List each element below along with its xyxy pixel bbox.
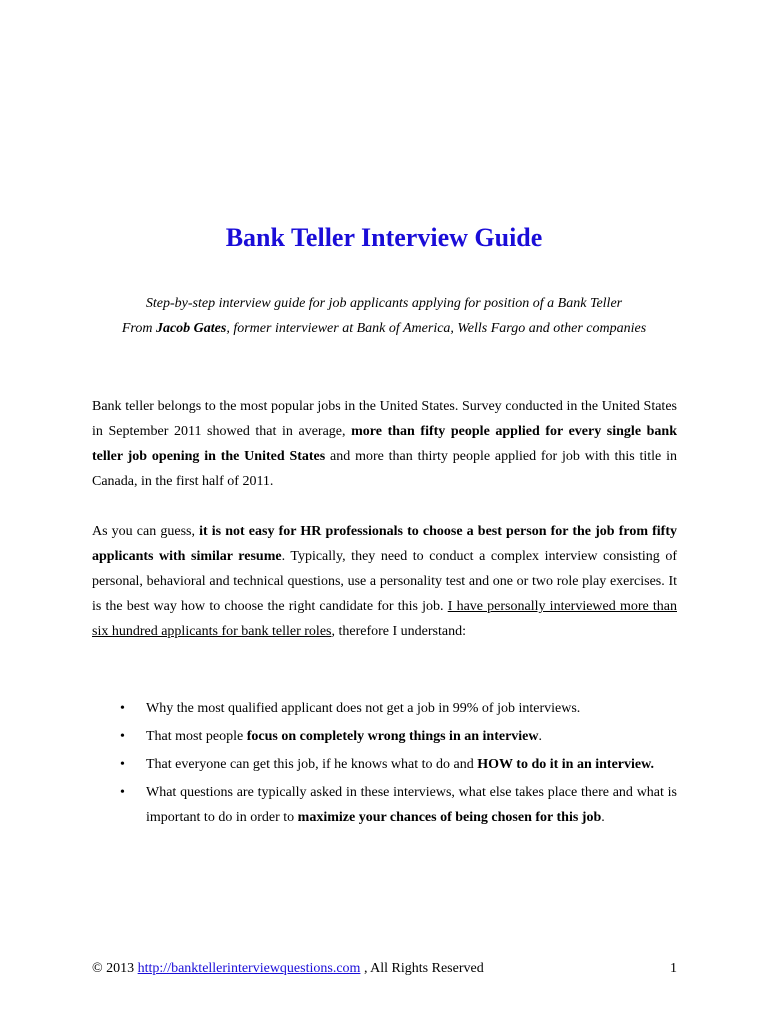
page-footer — [92, 961, 677, 977]
bullet-text: . — [538, 729, 543, 744]
bullet-text: That most people — [146, 729, 247, 744]
hr-text-1: As you can guess, — [92, 524, 200, 539]
hr-text-2: . Typically, they need to conduct a complex interview consisting of personal, behavioral and technical questions, use a personality test and one or two role play exercises. It is the best way how to choose the right candidate for this job. — [92, 549, 678, 614]
intro-text-1: Bank teller belongs to the most popular jobs in the United States. Survey conducted in the United States in September 2011 showed that in average, — [92, 399, 677, 439]
bullet-bold: HOW to do it in an interview. — [477, 757, 654, 772]
bullet-text: Why the most qualified applicant does not get a job in 99% of job interviews. — [146, 701, 581, 716]
intro-bold-1: more than fifty people applied for every single bank teller job opening in the United States — [92, 424, 677, 464]
intro-text-2: and more than thirty people applied for job with this title in Canada, in the first half of 2011. — [92, 449, 677, 489]
bullet-bold: focus on completely wrong things in an interview — [246, 729, 539, 744]
hr-paragraph — [92, 519, 677, 644]
bullet-icon: • — [120, 729, 125, 744]
author-name: Jacob Gates — [155, 321, 227, 336]
bullet-text: . — [601, 810, 605, 825]
bullet-icon: • — [120, 785, 125, 800]
author-prefix: From — [121, 321, 156, 336]
list-item — [92, 724, 677, 749]
footer-copyright: © 2013 — [92, 961, 138, 976]
footer-rights: , All Rights Reserved — [360, 961, 484, 976]
list-item — [92, 752, 677, 777]
bullet-list — [92, 696, 677, 833]
bullet-bold: maximize your chances of being chosen for this job — [297, 810, 602, 825]
author-suffix: , former interviewer at Bank of America, Wells Fargo and other companies — [226, 321, 647, 336]
hr-underline-1: I have personally interviewed more than six hundred applicants for bank teller roles — [92, 599, 677, 639]
list-item — [92, 696, 677, 721]
hr-text-3: , therefore I understand: — [331, 624, 466, 639]
hr-bold-1: it is not easy for HR professionals to choose a best person for the job from fifty applicants with similar resume — [92, 524, 677, 564]
footer-website-link[interactable]: http://banktellerinterviewquestions.com — [137, 961, 361, 976]
document-subtitle: Step-by-step interview guide for job applicants applying for position of a Bank Teller — [145, 296, 623, 311]
author-line — [80, 321, 688, 337]
intro-paragraph — [92, 394, 677, 494]
bullet-icon: • — [120, 757, 125, 772]
bullet-text: What questions are typically asked in these interviews, what else takes place there and what is important to do in order to — [146, 785, 677, 825]
bullet-text: That everyone can get this job, if he knows what to do and — [146, 757, 478, 772]
page-number: 1 — [670, 961, 677, 976]
list-item — [92, 780, 677, 830]
bullet-icon: • — [120, 701, 125, 716]
document-title: Bank Teller Interview Guide — [225, 223, 543, 252]
